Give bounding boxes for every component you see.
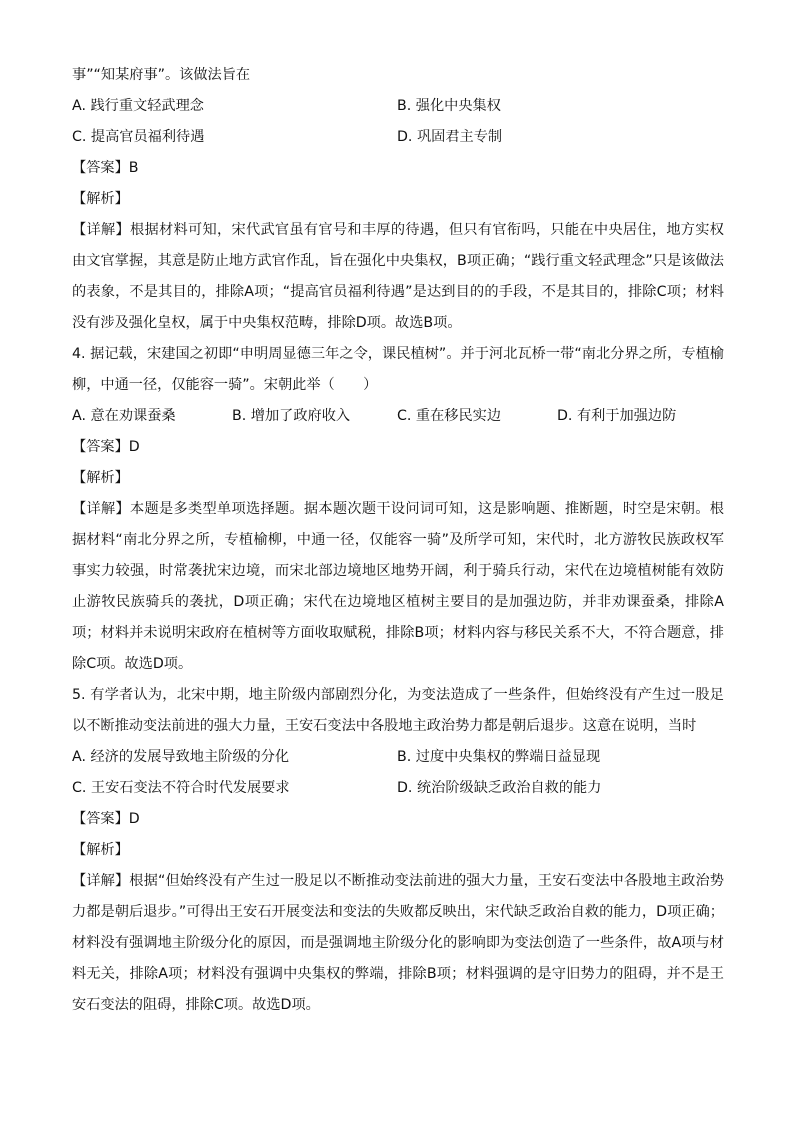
document-page: [72, 60, 724, 1021]
q5-options-row-1: [72, 742, 724, 773]
q4-stem: 4. 据记载，宋建国之初即“申明周显德三年之令，课民植树”。并于河北瓦桥一带“南北分界之所，专植榆柳，中通一径，仅能容一骑”。宋朝此举（ ）: [72, 346, 724, 393]
q5-option-b: B. 过度中央集权的弊端日益显现: [397, 749, 601, 765]
q5-detail: 【详解】根据“但始终没有产生过一股足以不断推动变法前进的强大力量，王安石变法中各股地主政治势力都是朝后退步。”可得出王安石开展变法和变法的失败都反映出，宋代缺乏政治自救的能力，D项正确；材料没有强调地主阶级分化的原因，而是强调地主阶级分化的影响即为变法创造了一些条件，故A项与材料无关，排除A项；材料没有强调中央集权的弊端，排除B项；材料强调的是守旧势力的阻碍，并不是王安石变法的阻碍，排除C项。故选D项。: [72, 873, 724, 1013]
q4-option-d: D. 有利于加强边防: [557, 408, 677, 424]
q3-answer: 【答案】B: [72, 160, 139, 176]
q3-option-d: D. 巩固君主专制: [397, 129, 503, 145]
q4-answer: 【答案】D: [72, 439, 140, 455]
q4-analysis-label: 【解析】: [72, 470, 129, 486]
q5-answer: 【答案】D: [72, 811, 140, 827]
q5-options-row-2: [72, 773, 724, 804]
q3-option-c: C. 提高官员福利待遇: [72, 129, 205, 145]
q3-stem-tail: 事”“知某府事”。该做法旨在: [72, 67, 251, 83]
q4-option-c: C. 重在移民实边: [397, 408, 502, 424]
q5-option-a: A. 经济的发展导致地主阶级的分化: [72, 749, 290, 765]
q5-option-d: D. 统治阶级缺乏政治自救的能力: [397, 780, 602, 796]
q3-option-b: B. 强化中央集权: [397, 98, 501, 114]
q3-option-a: A. 践行重文轻武理念: [72, 98, 204, 114]
q4-options-row: [72, 401, 724, 432]
q5-stem: 5. 有学者认为，北宋中期，地主阶级内部剧烈分化，为变法造成了一些条件，但始终没有产生过一股足以不断推动变法前进的强大力量，王安石变法中各股地主政治势力都是朝后退步。这意在说明，当时: [72, 687, 724, 734]
q4-option-a: A. 意在劝课蚕桑: [72, 408, 176, 424]
q3-analysis-label: 【解析】: [72, 191, 129, 207]
q5-analysis-label: 【解析】: [72, 842, 129, 858]
q4-detail: 【详解】本题是多类型单项选择题。据本题次题干设问词可知，这是影响题、推断题，时空是宋朝。根据材料“南北分界之所，专植榆柳，中通一径，仅能容一骑”及所学可知，宋代时，北方游牧民族政权军事实力较强，时常袭扰宋边境，而宋北部边境地区地势开阔，利于骑兵行动，宋代在边境植树能有效防止游牧民族骑兵的袭扰，D项正确；宋代在边境地区植树主要目的是加强边防，并非劝课蚕桑，排除A项；材料并未说明宋政府在植树等方面收取赋税，排除B项；材料内容与移民关系不大，不符合题意，排除C项。故选D项。: [72, 501, 724, 672]
q4-option-b: B. 增加了政府收入: [232, 408, 351, 424]
q3-options-row-2: [72, 122, 724, 153]
q5-option-c: C. 王安石变法不符合时代发展要求: [72, 780, 290, 796]
q3-options-row-1: [72, 91, 724, 122]
q3-detail: 【详解】根据材料可知，宋代武官虽有官号和丰厚的待遇，但只有官衔吗，只能在中央居住，地方实权由文官掌握，其意是防止地方武官作乱，旨在强化中央集权，B项正确；“践行重文轻武理念”只是该做法的表象，不是其目的，排除A项；“提高官员福利待遇”是达到目的的手段，不是其目的，排除C项；材料没有涉及强化皇权，属于中央集权范畴，排除D项。故选B项。: [72, 222, 724, 331]
